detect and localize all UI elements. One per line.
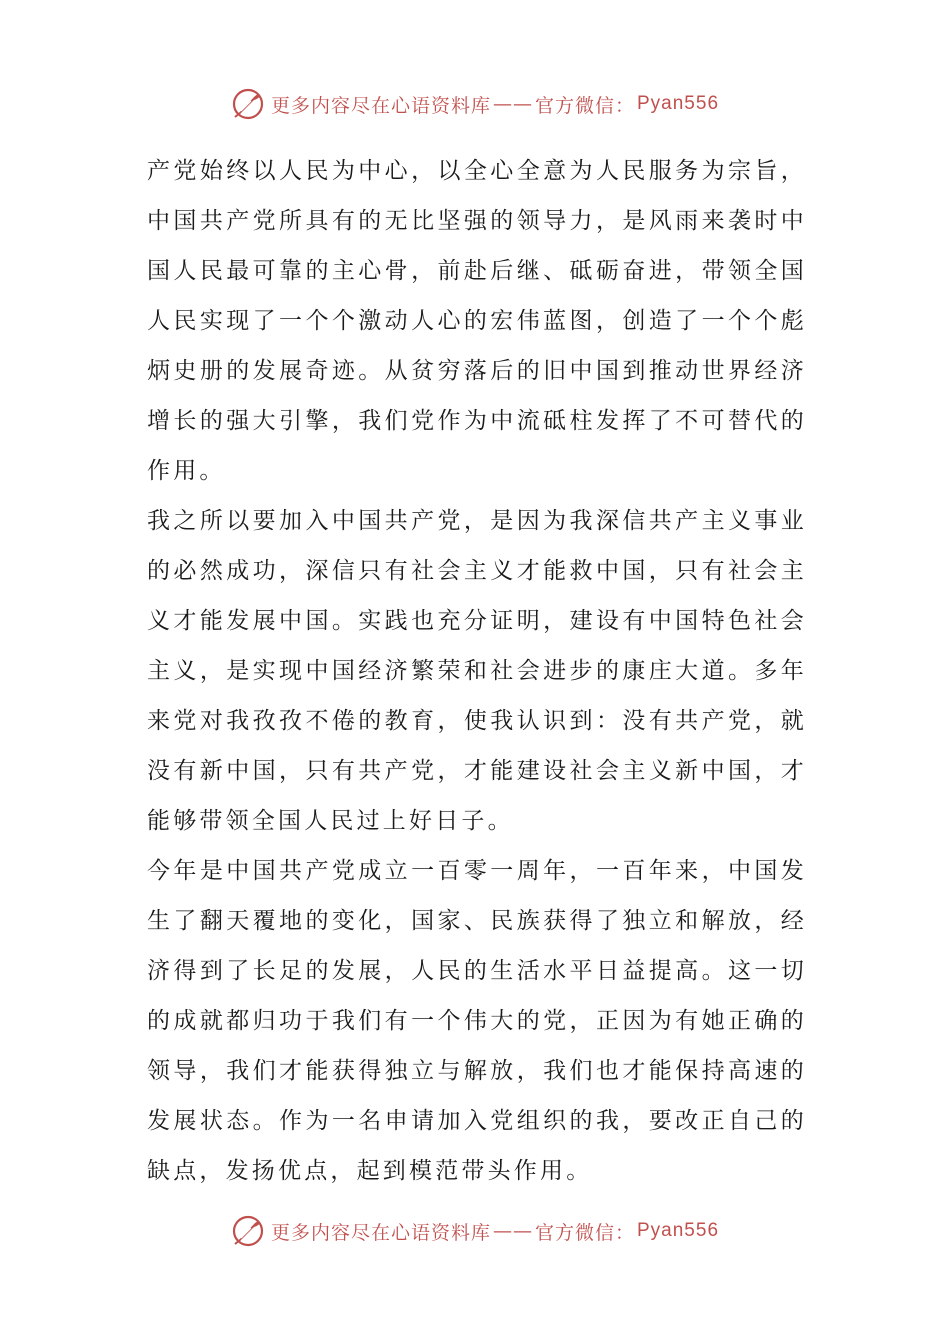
quill-pen-logo-icon xyxy=(231,1214,265,1248)
quill-pen-logo-icon xyxy=(231,87,265,121)
banner-dash: —— xyxy=(492,1220,533,1242)
site-name: 更多内容尽在心语资料库 xyxy=(270,94,491,117)
paragraph-1: 产党始终以人民为中心，以全心全意为人民服务为宗旨，中国共产党所具有的无比坚强的领导力，是风雨来袭时中国人民最可靠的主心骨，前赴后继、砥砺奋进，带领全国人民实现了一个个激动人心的宏伟蓝图，创造了一个个彪炳史册的发展奇迹。从贫穷落后的旧中国到推动世界经济增长的强大引擎，我们党作为中流砥柱发挥了不可替代的作用。 xyxy=(147,158,807,484)
banner-caption xyxy=(271,1218,719,1245)
wechat-label: 官方微信： xyxy=(534,1221,635,1244)
paragraph-3: 今年是中国共产党成立一百零一周年，一百年来，中国发生了翻天覆地的变化，国家、民族获得了独立和解放，经济得到了长足的发展，人民的生活水平日益提高。这一切的成就都归功于我们有一个伟大的党，正因为有她正确的领导，我们才能获得独立与解放，我们也才能保持高速的发展状态。作为一名申请加入党组织的我，要改正自己的缺点，发扬优点，起到模范带头作用。 xyxy=(147,858,807,1184)
wechat-id: Pyan556 xyxy=(637,1220,720,1241)
document-body xyxy=(147,146,807,1196)
site-name: 更多内容尽在心语资料库 xyxy=(270,1221,491,1244)
paragraph-2: 我之所以要加入中国共产党，是因为我深信共产主义事业的必然成功，深信只有社会主义才能救中国，只有社会主义才能发展中国。实践也充分证明，建设有中国特色社会主义，是实现中国经济繁荣和社会进步的康庄大道。多年来党对我孜孜不倦的教育，使我认识到：没有共产党，就没有新中国，只有共产党，才能建设社会主义新中国，才能够带领全国人民过上好日子。 xyxy=(147,508,807,834)
banner-dash: —— xyxy=(492,93,533,115)
banner-caption xyxy=(271,91,719,118)
wechat-label: 官方微信： xyxy=(534,94,635,117)
footer-banner xyxy=(0,1211,950,1251)
wechat-id: Pyan556 xyxy=(637,93,720,114)
header-banner xyxy=(0,84,950,124)
